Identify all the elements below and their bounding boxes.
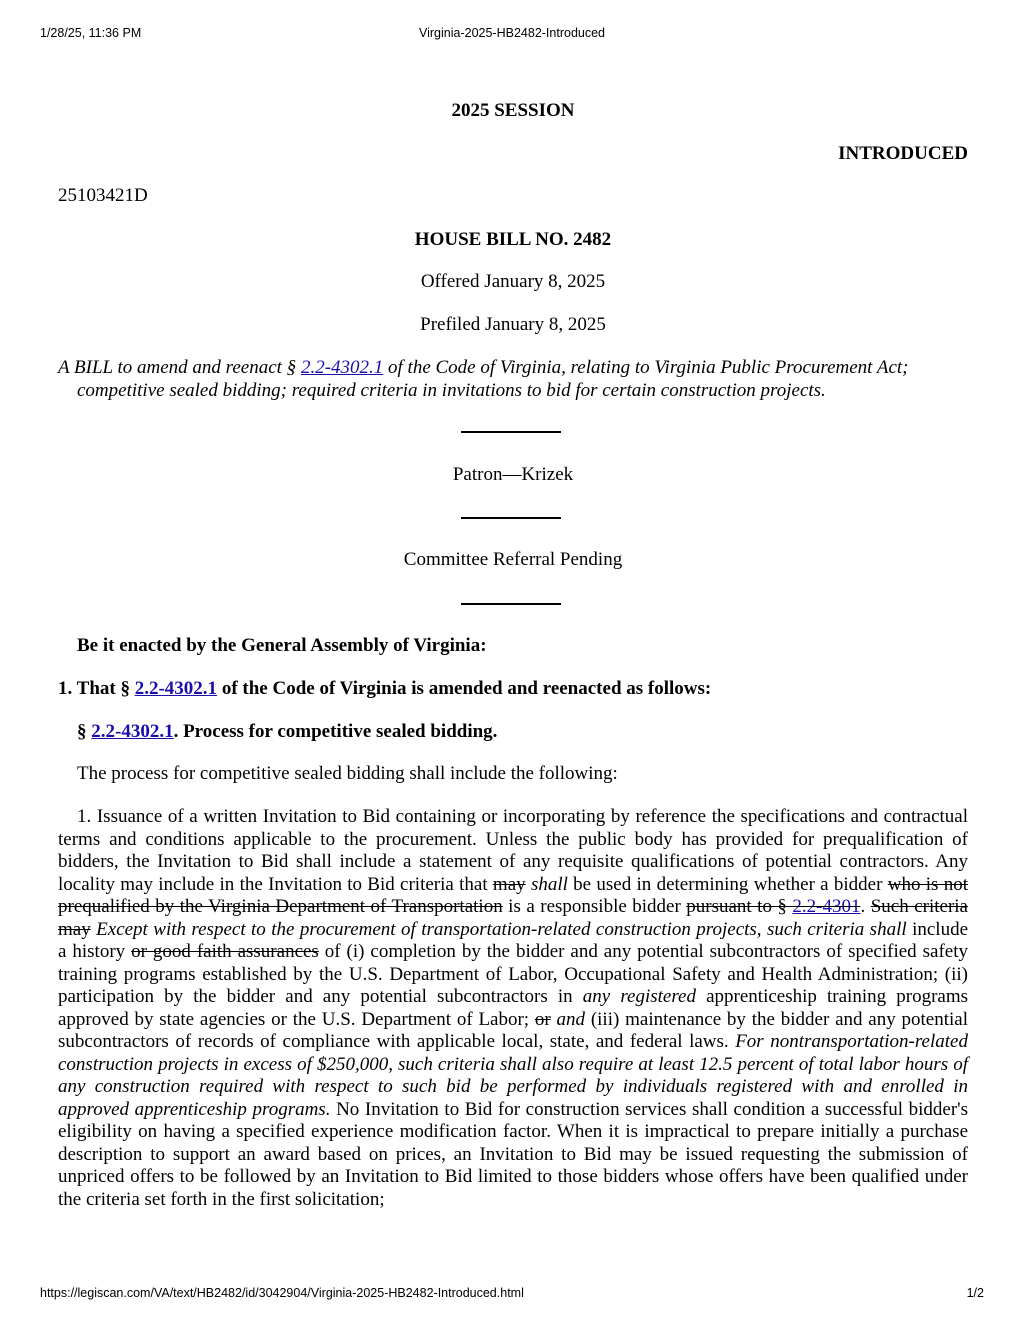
amend-line-section-link[interactable]: 2.2-4302.1 [134,678,218,699]
intro-text: The process for competitive sealed bidding shall include the following: [77,763,618,784]
section-heading-suffix: . Process for competitive sealed bidding. [173,721,498,742]
paragraph-1 [58,806,968,1211]
separator-rule [461,517,561,519]
bill-title [58,357,987,402]
section-heading [58,721,987,744]
print-url: https://legiscan.com/VA/text/HB2482/id/3042904/Virginia-2025-HB2482-Introduced.html [40,1286,524,1300]
struck-section-link[interactable]: 2.2-4301 [792,896,861,917]
bill-number: HOUSE BILL NO. 2482 [414,229,612,250]
struck-text: who is not prequalified by the Virginia Department of Transportation [58,873,969,917]
struck-text: Such criteria may [58,896,968,940]
bill-title-section-link[interactable]: 2.2-4302.1 [300,357,384,378]
text-segment: is a responsible bidder [502,896,687,917]
print-header [0,26,1024,42]
print-page-number: 1/2 [966,1286,984,1300]
struck-text: may [492,873,526,895]
separator-rule [461,431,561,433]
text-segment: apprenticeship training programs approved by state agencies or the U.S. Department of Labor; [58,986,968,1030]
session-heading: 2025 SESSION [451,100,575,121]
amend-line [58,678,968,701]
print-doc-title: Virginia-2025-HB2482-Introduced [419,26,605,40]
print-datetime: 1/28/25, 11:36 PM [40,26,142,40]
section-heading-prefix: § [77,721,92,742]
print-footer [0,1286,1024,1302]
inserted-text: Except with respect to the procurement of transportation-related construction projects, such criteria shall [96,918,907,940]
prefiled-date: Prefiled January 8, 2025 [420,314,606,335]
amend-line-prefix: 1. That § [58,678,135,699]
bill-title-suffix: of the Code of Virginia, relating to Virginia Public Procurement Act; competitive sealed bidding; required criteria in invitations to bid for certain construction projects. [77,357,909,401]
struck-text: or [534,1008,551,1030]
bill-title-prefix: A BILL to amend and reenact § [58,357,301,378]
text-segment: 1. Issuance of a written Invitation to Bid containing or incorporating by reference the specifications and contractual terms and conditions applicable to the procurement. Unless the public body has provided for prequalification of bidders, the Invitation to Bid shall include a statement of any requisite qualifications of potential contractors. Any locality may include in the Invitation to Bid criteria that [58,806,968,895]
text-segment: . [860,896,871,917]
patron: Patron—Krizek [452,464,574,485]
offered-date: Offered January 8, 2025 [420,271,606,292]
section-heading-link[interactable]: 2.2-4302.1 [91,721,174,742]
committee-referral: Committee Referral Pending [403,549,623,570]
text-segment: of (i) completion by the bidder and any potential subcontractors of specified safety training programs established by the U.S. Department of Labor, Occupational Safety and Health Administration; (ii) participation by the bidder and any potential subcontractors in [58,941,968,1007]
status-heading: INTRODUCED [838,143,968,164]
text-segment: be used in determining whether a bidder [567,873,888,895]
struck-text-segment: pursuant to § [686,896,793,917]
enacting-clause: Be it enacted by the General Assembly of Virginia: [77,635,487,656]
inserted-text: any registered [582,986,696,1007]
struck-text [686,896,860,917]
struck-text: or good faith assurances [131,941,319,962]
doc-number: 25103421D [58,185,148,206]
text-segment: No Invitation to Bid for construction services shall condition a successful bidder's eligibility on having a specified experience modification factor. When it is impractical to prepare initially a purchase description to support an award based on prices, an Invitation to Bid may be issued requesting the submission of unpriced offers to be followed by an Invitation to Bid limited to those bidders whose offers have been qualified under the criteria set forth in the first solicitation; [58,1098,968,1210]
text-segment: include a history [58,918,968,962]
inserted-text: shall [530,873,568,895]
inserted-text: For nontransportation-related construction projects in excess of $250,000, such criteria shall also require at least 12.5 percent of total labor hours of any construction required with respect to such bid be performed by individuals registered with and enrolled in approved apprenticeship programs. [58,1031,968,1120]
separator-rule [461,603,561,605]
inserted-text: and [556,1008,586,1030]
amend-line-suffix: of the Code of Virginia is amended and reenacted as follows: [217,678,712,699]
text-segment: (iii) maintenance by the bidder and any potential subcontractors of records of compliance with applicable local, state, and federal laws. [58,1008,969,1052]
